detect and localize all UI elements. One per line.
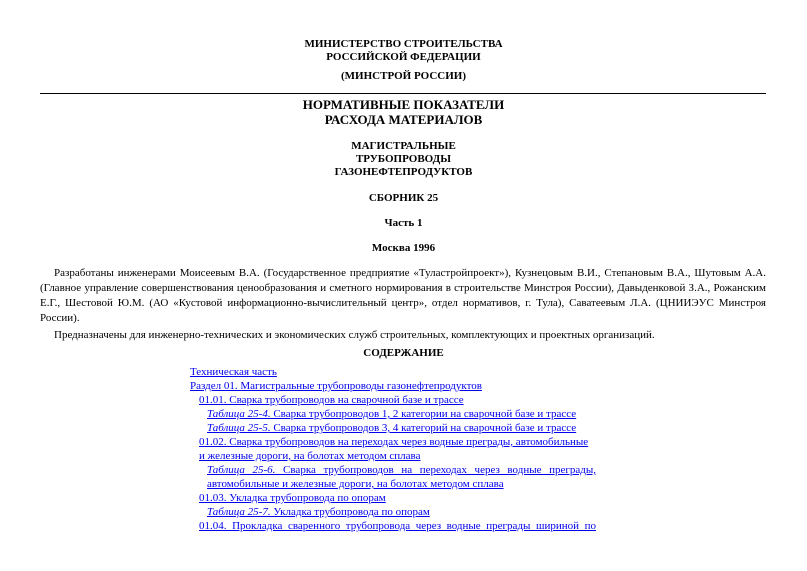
table-label: Таблица 25-5. bbox=[207, 422, 271, 434]
toc-link-01-02[interactable]: 01.02. Сварка трубопроводов на переходах через водные преграды, автомобильные bbox=[199, 436, 589, 448]
toc-link-01-01[interactable]: 01.01. Сварка трубопроводов на сварочной базе и трассе bbox=[199, 394, 464, 406]
part-number: Часть 1 bbox=[384, 217, 423, 229]
collection-number: СБОРНИК 25 bbox=[368, 192, 439, 204]
table-title: Укладка трубопровода по опорам bbox=[270, 506, 430, 518]
subtitle-line2: ТРУБОПРОВОДЫ bbox=[355, 153, 452, 165]
toc-link-table-25-7[interactable] bbox=[207, 506, 430, 519]
toc-link-01-04[interactable]: 01.04. Прокладка сваренного трубопровода через водные преграды шириной по bbox=[199, 520, 596, 532]
table-title: Сварка трубопроводов 3, 4 категорий на сварочной базе и трассе bbox=[270, 422, 577, 434]
subtitle-line3: ГАЗОНЕФТЕПРОДУКТОВ bbox=[334, 166, 473, 178]
toc-link-table-25-5[interactable] bbox=[207, 422, 576, 435]
toc-link-01-03[interactable]: 01.03. Укладка трубопровода по опорам bbox=[199, 492, 386, 504]
toc-link-section-01[interactable]: Раздел 01. Магистральные трубопроводы газонефтепродуктов bbox=[190, 380, 482, 392]
document-title-line1: НОРМАТИВНЫЕ ПОКАЗАТЕЛИ bbox=[302, 97, 505, 112]
header-divider bbox=[40, 93, 766, 94]
toc-link-table-25-6[interactable] bbox=[207, 464, 596, 477]
ministry-name-line2: РОССИЙСКОЙ ФЕДЕРАЦИИ bbox=[326, 51, 481, 63]
ministry-abbreviation: (МИНСТРОЙ РОССИИ) bbox=[341, 70, 466, 82]
table-label: Таблица 25-6. bbox=[207, 464, 276, 476]
table-title: Сварка трубопроводов 1, 2 категории на сварочной базе и трассе bbox=[270, 408, 577, 420]
developers-paragraph: Разработаны инженерами Моисеевым В.А. (Государственное предприятие «Туластройпроект»), Кузнецовым В.И., Степановым В.А., Шутовым А.А. (Главное управление совершенствования ценообразования и сметного нормирования в строительстве Минстроя России), Давыденковой З.А., Рожанским Е.Г., Шестовой Ю.М. (АО «Кустовой информационно-вычислительный центр», отдел нормативов, г. Тула), Саватеевым Л.А. (ЦНИИЭУС Минстроя России). bbox=[40, 267, 766, 324]
table-title: Сварка трубопроводов на переходах через водные преграды, bbox=[275, 464, 596, 476]
contents-heading: СОДЕРЖАНИЕ bbox=[363, 347, 444, 359]
place-and-year: Москва 1996 bbox=[371, 242, 436, 254]
toc-link-table-25-4[interactable] bbox=[207, 408, 576, 421]
ministry-name-line1: МИНИСТЕРСТВО СТРОИТЕЛЬСТВА bbox=[304, 38, 503, 50]
table-label: Таблица 25-4. bbox=[207, 408, 271, 420]
subtitle-line1: МАГИСТРАЛЬНЫЕ bbox=[351, 140, 456, 152]
document-title-line2: РАСХОДА МАТЕРИАЛОВ bbox=[324, 112, 483, 127]
table-label: Таблица 25-7. bbox=[207, 506, 271, 518]
toc-link-table-25-6-continued[interactable]: автомобильные и железные дороги, на болотах методом сплава bbox=[207, 478, 504, 490]
audience-paragraph: Предназначены для инженерно-технических и экономических служб строительных, комплектующих и проектных организаций. bbox=[54, 329, 655, 341]
toc-link-technical-part[interactable]: Техническая часть bbox=[190, 366, 277, 378]
toc-link-01-02-continued[interactable]: и железные дороги, на болотах методом сплава bbox=[199, 450, 421, 462]
